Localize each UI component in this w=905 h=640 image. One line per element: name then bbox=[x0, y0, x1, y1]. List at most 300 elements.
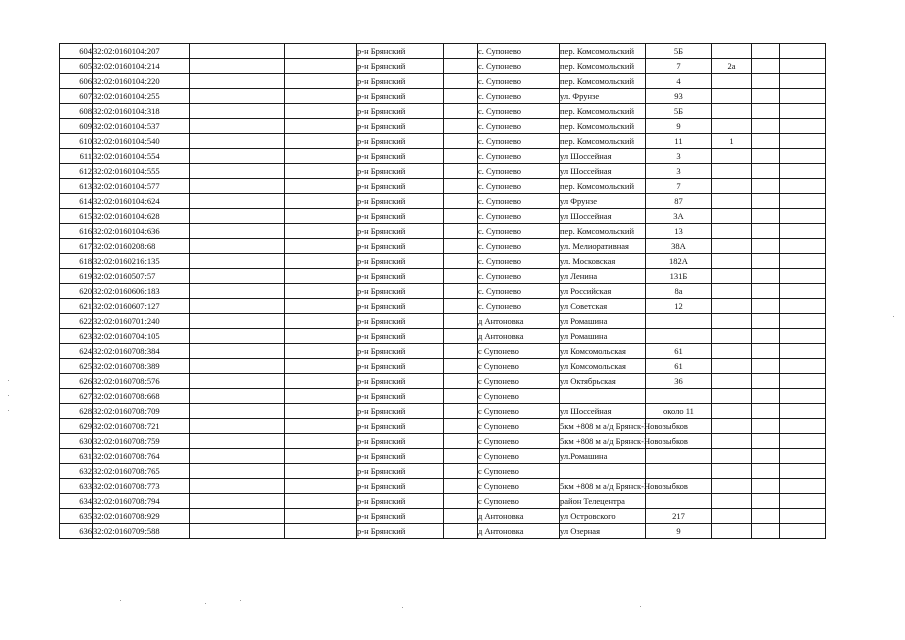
locality-name: с. Супонево bbox=[478, 284, 560, 299]
locality-name: с. Супонево bbox=[478, 239, 560, 254]
locality-name: с Супонево bbox=[478, 479, 560, 494]
district-name: р-н Брянский bbox=[357, 104, 444, 119]
blank-cell bbox=[752, 449, 780, 464]
locality-name: с. Супонево bbox=[478, 164, 560, 179]
locality-name: с Супонево bbox=[478, 374, 560, 389]
blank-cell bbox=[444, 284, 478, 299]
apartment-number bbox=[712, 449, 752, 464]
apartment-number bbox=[712, 224, 752, 239]
row-number: 618 bbox=[60, 254, 93, 269]
locality-name: с. Супонево bbox=[478, 104, 560, 119]
house-number: 3 bbox=[646, 164, 712, 179]
district-name: р-н Брянский bbox=[357, 239, 444, 254]
blank-cell bbox=[752, 44, 780, 59]
house-number: 7 bbox=[646, 179, 712, 194]
blank-cell bbox=[285, 404, 357, 419]
blank-cell bbox=[444, 104, 478, 119]
table-row bbox=[60, 419, 826, 434]
blank-cell bbox=[444, 74, 478, 89]
table-body bbox=[60, 44, 826, 539]
blank-cell bbox=[780, 194, 826, 209]
blank-cell bbox=[780, 269, 826, 284]
blank-cell bbox=[285, 179, 357, 194]
blank-cell bbox=[780, 74, 826, 89]
street-name: ул Комсомольская bbox=[560, 359, 646, 374]
district-name: р-н Брянский bbox=[357, 59, 444, 74]
blank-cell bbox=[780, 524, 826, 539]
district-name: р-н Брянский bbox=[357, 374, 444, 389]
blank-cell bbox=[190, 389, 285, 404]
row-number: 608 bbox=[60, 104, 93, 119]
cadastral-number: 32:02:0160709:588 bbox=[93, 524, 190, 539]
apartment-number bbox=[712, 179, 752, 194]
blank-cell bbox=[190, 494, 285, 509]
district-name: р-н Брянский bbox=[357, 164, 444, 179]
locality-name: с Супонево bbox=[478, 449, 560, 464]
row-number: 628 bbox=[60, 404, 93, 419]
apartment-number bbox=[712, 239, 752, 254]
locality-name: с Супонево bbox=[478, 464, 560, 479]
house-number: 12 bbox=[646, 299, 712, 314]
registry-sheet bbox=[59, 43, 826, 539]
blank-cell bbox=[190, 419, 285, 434]
table-row bbox=[60, 134, 826, 149]
table-row bbox=[60, 239, 826, 254]
locality-name: с Супонево bbox=[478, 359, 560, 374]
row-number: 617 bbox=[60, 239, 93, 254]
district-name: р-н Брянский bbox=[357, 149, 444, 164]
blank-cell bbox=[444, 299, 478, 314]
row-number: 635 bbox=[60, 509, 93, 524]
street-name: ул Островского bbox=[560, 509, 646, 524]
cadastral-number: 32:02:0160607:127 bbox=[93, 299, 190, 314]
locality-name: с Супонево bbox=[478, 434, 560, 449]
cadastral-number: 32:02:0160507:57 bbox=[93, 269, 190, 284]
table-row bbox=[60, 209, 826, 224]
street-name: ул Шоссейная bbox=[560, 164, 646, 179]
apartment-number bbox=[712, 44, 752, 59]
blank-cell bbox=[444, 134, 478, 149]
blank-cell bbox=[285, 89, 357, 104]
apartment-number: 2а bbox=[712, 59, 752, 74]
district-name: р-н Брянский bbox=[357, 434, 444, 449]
street-name: 5км +808 м а/д Брянск-Новозыбков bbox=[560, 419, 646, 434]
blank-cell bbox=[285, 389, 357, 404]
street-name: пер. Комсомольский bbox=[560, 119, 646, 134]
blank-cell bbox=[285, 194, 357, 209]
house-number: 3 bbox=[646, 149, 712, 164]
blank-cell bbox=[752, 374, 780, 389]
blank-cell bbox=[444, 419, 478, 434]
house-number: 3А bbox=[646, 209, 712, 224]
blank-cell bbox=[285, 359, 357, 374]
apartment-number bbox=[712, 299, 752, 314]
locality-name: д Антоновка bbox=[478, 314, 560, 329]
blank-cell bbox=[752, 524, 780, 539]
apartment-number bbox=[712, 479, 752, 494]
blank-cell bbox=[780, 179, 826, 194]
blank-cell bbox=[285, 134, 357, 149]
street-name: пер. Комсомольский bbox=[560, 59, 646, 74]
blank-cell bbox=[285, 269, 357, 284]
blank-cell bbox=[444, 494, 478, 509]
table-row bbox=[60, 194, 826, 209]
blank-cell bbox=[190, 149, 285, 164]
street-name: пер. Комсомольский bbox=[560, 74, 646, 89]
table-row bbox=[60, 149, 826, 164]
blank-cell bbox=[190, 209, 285, 224]
locality-name: с Супонево bbox=[478, 419, 560, 434]
row-number: 631 bbox=[60, 449, 93, 464]
blank-cell bbox=[780, 344, 826, 359]
blank-cell bbox=[285, 449, 357, 464]
district-name: р-н Брянский bbox=[357, 284, 444, 299]
cadastral-number: 32:02:0160606:183 bbox=[93, 284, 190, 299]
district-name: р-н Брянский bbox=[357, 359, 444, 374]
street-name: ул. Московская bbox=[560, 254, 646, 269]
blank-cell bbox=[752, 224, 780, 239]
apartment-number bbox=[712, 209, 752, 224]
apartment-number bbox=[712, 524, 752, 539]
blank-cell bbox=[444, 209, 478, 224]
house-number: 61 bbox=[646, 359, 712, 374]
cadastral-number: 32:02:0160708:929 bbox=[93, 509, 190, 524]
locality-name: с Супонево bbox=[478, 494, 560, 509]
table-row bbox=[60, 179, 826, 194]
blank-cell bbox=[190, 269, 285, 284]
apartment-number bbox=[712, 344, 752, 359]
table-row bbox=[60, 434, 826, 449]
apartment-number bbox=[712, 89, 752, 104]
house-number: 131Б bbox=[646, 269, 712, 284]
table-row bbox=[60, 89, 826, 104]
blank-cell bbox=[285, 434, 357, 449]
blank-cell bbox=[444, 59, 478, 74]
street-name: ул Шоссейная bbox=[560, 149, 646, 164]
blank-cell bbox=[752, 419, 780, 434]
blank-cell bbox=[285, 224, 357, 239]
district-name: р-н Брянский bbox=[357, 74, 444, 89]
table-row bbox=[60, 449, 826, 464]
blank-cell bbox=[444, 344, 478, 359]
blank-cell bbox=[190, 329, 285, 344]
street-name: ул Ленина bbox=[560, 269, 646, 284]
row-number: 629 bbox=[60, 419, 93, 434]
blank-cell bbox=[444, 479, 478, 494]
street-name: ул Советская bbox=[560, 299, 646, 314]
blank-cell bbox=[190, 44, 285, 59]
district-name: р-н Брянский bbox=[357, 524, 444, 539]
district-name: р-н Брянский bbox=[357, 449, 444, 464]
blank-cell bbox=[752, 74, 780, 89]
blank-cell bbox=[780, 119, 826, 134]
locality-name: с. Супонево bbox=[478, 254, 560, 269]
locality-name: с. Супонево bbox=[478, 59, 560, 74]
row-number: 620 bbox=[60, 284, 93, 299]
house-number: 5Б bbox=[646, 44, 712, 59]
apartment-number bbox=[712, 149, 752, 164]
blank-cell bbox=[752, 509, 780, 524]
blank-cell bbox=[752, 59, 780, 74]
district-name: р-н Брянский bbox=[357, 269, 444, 284]
cadastral-number: 32:02:0160104:255 bbox=[93, 89, 190, 104]
blank-cell bbox=[444, 89, 478, 104]
blank-cell bbox=[780, 104, 826, 119]
blank-cell bbox=[752, 404, 780, 419]
locality-name: с Супонево bbox=[478, 389, 560, 404]
cadastral-number: 32:02:0160104:554 bbox=[93, 149, 190, 164]
district-name: р-н Брянский bbox=[357, 509, 444, 524]
apartment-number bbox=[712, 509, 752, 524]
blank-cell bbox=[780, 359, 826, 374]
blank-cell bbox=[752, 149, 780, 164]
blank-cell bbox=[285, 299, 357, 314]
house-number: 36 bbox=[646, 374, 712, 389]
blank-cell bbox=[780, 89, 826, 104]
house-number: 9 bbox=[646, 524, 712, 539]
blank-cell bbox=[780, 59, 826, 74]
street-name: ул.Ромашина bbox=[560, 449, 646, 464]
cadastral-number: 32:02:0160104:207 bbox=[93, 44, 190, 59]
apartment-number bbox=[712, 329, 752, 344]
cadastral-number: 32:02:0160104:555 bbox=[93, 164, 190, 179]
apartment-number: 1 bbox=[712, 134, 752, 149]
blank-cell bbox=[780, 434, 826, 449]
district-name: р-н Брянский bbox=[357, 134, 444, 149]
house-number: 182А bbox=[646, 254, 712, 269]
blank-cell bbox=[780, 149, 826, 164]
locality-name: с. Супонево bbox=[478, 134, 560, 149]
table-row bbox=[60, 164, 826, 179]
locality-name: с Супонево bbox=[478, 344, 560, 359]
street-name: ул Российская bbox=[560, 284, 646, 299]
apartment-number bbox=[712, 359, 752, 374]
blank-cell bbox=[780, 509, 826, 524]
blank-cell bbox=[780, 239, 826, 254]
street-name: ул Озерная bbox=[560, 524, 646, 539]
table-row bbox=[60, 269, 826, 284]
house-number bbox=[646, 464, 712, 479]
locality-name: с. Супонево bbox=[478, 74, 560, 89]
street-name: 5км +808 м а/д Брянск-Новозыбков bbox=[560, 434, 646, 449]
blank-cell bbox=[285, 44, 357, 59]
blank-cell bbox=[190, 254, 285, 269]
locality-name: с. Супонево bbox=[478, 179, 560, 194]
row-number: 632 bbox=[60, 464, 93, 479]
cadastral-number: 32:02:0160104:628 bbox=[93, 209, 190, 224]
cadastral-number: 32:02:0160708:759 bbox=[93, 434, 190, 449]
apartment-number bbox=[712, 269, 752, 284]
district-name: р-н Брянский bbox=[357, 344, 444, 359]
blank-cell bbox=[190, 344, 285, 359]
row-number: 627 bbox=[60, 389, 93, 404]
blank-cell bbox=[444, 194, 478, 209]
blank-cell bbox=[190, 509, 285, 524]
house-number: 11 bbox=[646, 134, 712, 149]
blank-cell bbox=[780, 494, 826, 509]
district-name: р-н Брянский bbox=[357, 194, 444, 209]
street-name: район Телецентра bbox=[560, 494, 646, 509]
blank-cell bbox=[285, 254, 357, 269]
blank-cell bbox=[190, 449, 285, 464]
table-row bbox=[60, 344, 826, 359]
blank-cell bbox=[444, 389, 478, 404]
blank-cell bbox=[752, 239, 780, 254]
row-number: 610 bbox=[60, 134, 93, 149]
table-row bbox=[60, 359, 826, 374]
blank-cell bbox=[780, 44, 826, 59]
row-number: 615 bbox=[60, 209, 93, 224]
blank-cell bbox=[285, 119, 357, 134]
house-number: 7 bbox=[646, 59, 712, 74]
street-name: пер. Комсомольский bbox=[560, 134, 646, 149]
table-row bbox=[60, 59, 826, 74]
apartment-number bbox=[712, 404, 752, 419]
blank-cell bbox=[190, 284, 285, 299]
row-number: 624 bbox=[60, 344, 93, 359]
blank-cell bbox=[285, 374, 357, 389]
district-name: р-н Брянский bbox=[357, 479, 444, 494]
blank-cell bbox=[190, 89, 285, 104]
blank-cell bbox=[780, 254, 826, 269]
blank-cell bbox=[752, 119, 780, 134]
row-number: 604 bbox=[60, 44, 93, 59]
blank-cell bbox=[285, 74, 357, 89]
house-number bbox=[646, 449, 712, 464]
street-name: ул. Фрунзе bbox=[560, 89, 646, 104]
cadastral-number: 32:02:0160216:135 bbox=[93, 254, 190, 269]
blank-cell bbox=[444, 239, 478, 254]
land-parcel-table bbox=[59, 43, 826, 539]
row-number: 622 bbox=[60, 314, 93, 329]
blank-cell bbox=[190, 314, 285, 329]
locality-name: с. Супонево bbox=[478, 209, 560, 224]
blank-cell bbox=[285, 494, 357, 509]
table-row bbox=[60, 329, 826, 344]
blank-cell bbox=[444, 404, 478, 419]
cadastral-number: 32:02:0160104:540 bbox=[93, 134, 190, 149]
apartment-number bbox=[712, 314, 752, 329]
apartment-number bbox=[712, 464, 752, 479]
blank-cell bbox=[190, 359, 285, 374]
blank-cell bbox=[444, 44, 478, 59]
district-name: р-н Брянский bbox=[357, 329, 444, 344]
blank-cell bbox=[190, 464, 285, 479]
blank-cell bbox=[190, 194, 285, 209]
blank-cell bbox=[285, 209, 357, 224]
cadastral-number: 32:02:0160708:773 bbox=[93, 479, 190, 494]
blank-cell bbox=[285, 314, 357, 329]
blank-cell bbox=[285, 344, 357, 359]
blank-cell bbox=[190, 74, 285, 89]
row-number: 612 bbox=[60, 164, 93, 179]
street-name: ул Фрунзе bbox=[560, 194, 646, 209]
house-number: 5Б bbox=[646, 104, 712, 119]
cadastral-number: 32:02:0160708:709 bbox=[93, 404, 190, 419]
cadastral-number: 32:02:0160708:764 bbox=[93, 449, 190, 464]
table-row bbox=[60, 44, 826, 59]
apartment-number bbox=[712, 254, 752, 269]
blank-cell bbox=[285, 164, 357, 179]
district-name: р-н Брянский bbox=[357, 209, 444, 224]
locality-name: с Супонево bbox=[478, 404, 560, 419]
street-name: ул Октябрьская bbox=[560, 374, 646, 389]
blank-cell bbox=[752, 314, 780, 329]
blank-cell bbox=[444, 149, 478, 164]
row-number: 606 bbox=[60, 74, 93, 89]
locality-name: с. Супонево bbox=[478, 89, 560, 104]
locality-name: с. Супонево bbox=[478, 194, 560, 209]
blank-cell bbox=[285, 479, 357, 494]
row-number: 623 bbox=[60, 329, 93, 344]
district-name: р-н Брянский bbox=[357, 119, 444, 134]
apartment-number bbox=[712, 104, 752, 119]
house-number bbox=[646, 389, 712, 404]
locality-name: с. Супонево bbox=[478, 119, 560, 134]
street-name bbox=[560, 464, 646, 479]
blank-cell bbox=[190, 404, 285, 419]
blank-cell bbox=[780, 314, 826, 329]
row-number: 611 bbox=[60, 149, 93, 164]
house-number bbox=[646, 329, 712, 344]
cadastral-number: 32:02:0160708:721 bbox=[93, 419, 190, 434]
cadastral-number: 32:02:0160708:765 bbox=[93, 464, 190, 479]
table-row bbox=[60, 104, 826, 119]
street-name: ул. Мелиоративная bbox=[560, 239, 646, 254]
district-name: р-н Брянский bbox=[357, 179, 444, 194]
street-name bbox=[560, 389, 646, 404]
blank-cell bbox=[752, 209, 780, 224]
district-name: р-н Брянский bbox=[357, 224, 444, 239]
locality-name: д Антоновка bbox=[478, 524, 560, 539]
blank-cell bbox=[285, 509, 357, 524]
blank-cell bbox=[780, 389, 826, 404]
locality-name: с. Супонево bbox=[478, 299, 560, 314]
table-row bbox=[60, 74, 826, 89]
apartment-number bbox=[712, 374, 752, 389]
blank-cell bbox=[190, 164, 285, 179]
blank-cell bbox=[752, 89, 780, 104]
blank-cell bbox=[752, 179, 780, 194]
cadastral-number: 32:02:0160708:384 bbox=[93, 344, 190, 359]
cadastral-number: 32:02:0160104:220 bbox=[93, 74, 190, 89]
blank-cell bbox=[285, 284, 357, 299]
blank-cell bbox=[190, 374, 285, 389]
district-name: р-н Брянский bbox=[357, 389, 444, 404]
blank-cell bbox=[190, 224, 285, 239]
house-number bbox=[646, 314, 712, 329]
blank-cell bbox=[444, 164, 478, 179]
blank-cell bbox=[285, 239, 357, 254]
table-row bbox=[60, 389, 826, 404]
apartment-number bbox=[712, 74, 752, 89]
street-name: ул Шоссейная bbox=[560, 209, 646, 224]
street-name: ул Ромашина bbox=[560, 329, 646, 344]
house-number: 61 bbox=[646, 344, 712, 359]
blank-cell bbox=[780, 299, 826, 314]
street-name: пер. Комсомольский bbox=[560, 224, 646, 239]
blank-cell bbox=[285, 524, 357, 539]
table-row bbox=[60, 374, 826, 389]
blank-cell bbox=[780, 404, 826, 419]
blank-cell bbox=[285, 419, 357, 434]
blank-cell bbox=[780, 284, 826, 299]
house-number: 9 bbox=[646, 119, 712, 134]
district-name: р-н Брянский bbox=[357, 494, 444, 509]
locality-name: д Антоновка bbox=[478, 329, 560, 344]
blank-cell bbox=[780, 134, 826, 149]
blank-cell bbox=[752, 479, 780, 494]
